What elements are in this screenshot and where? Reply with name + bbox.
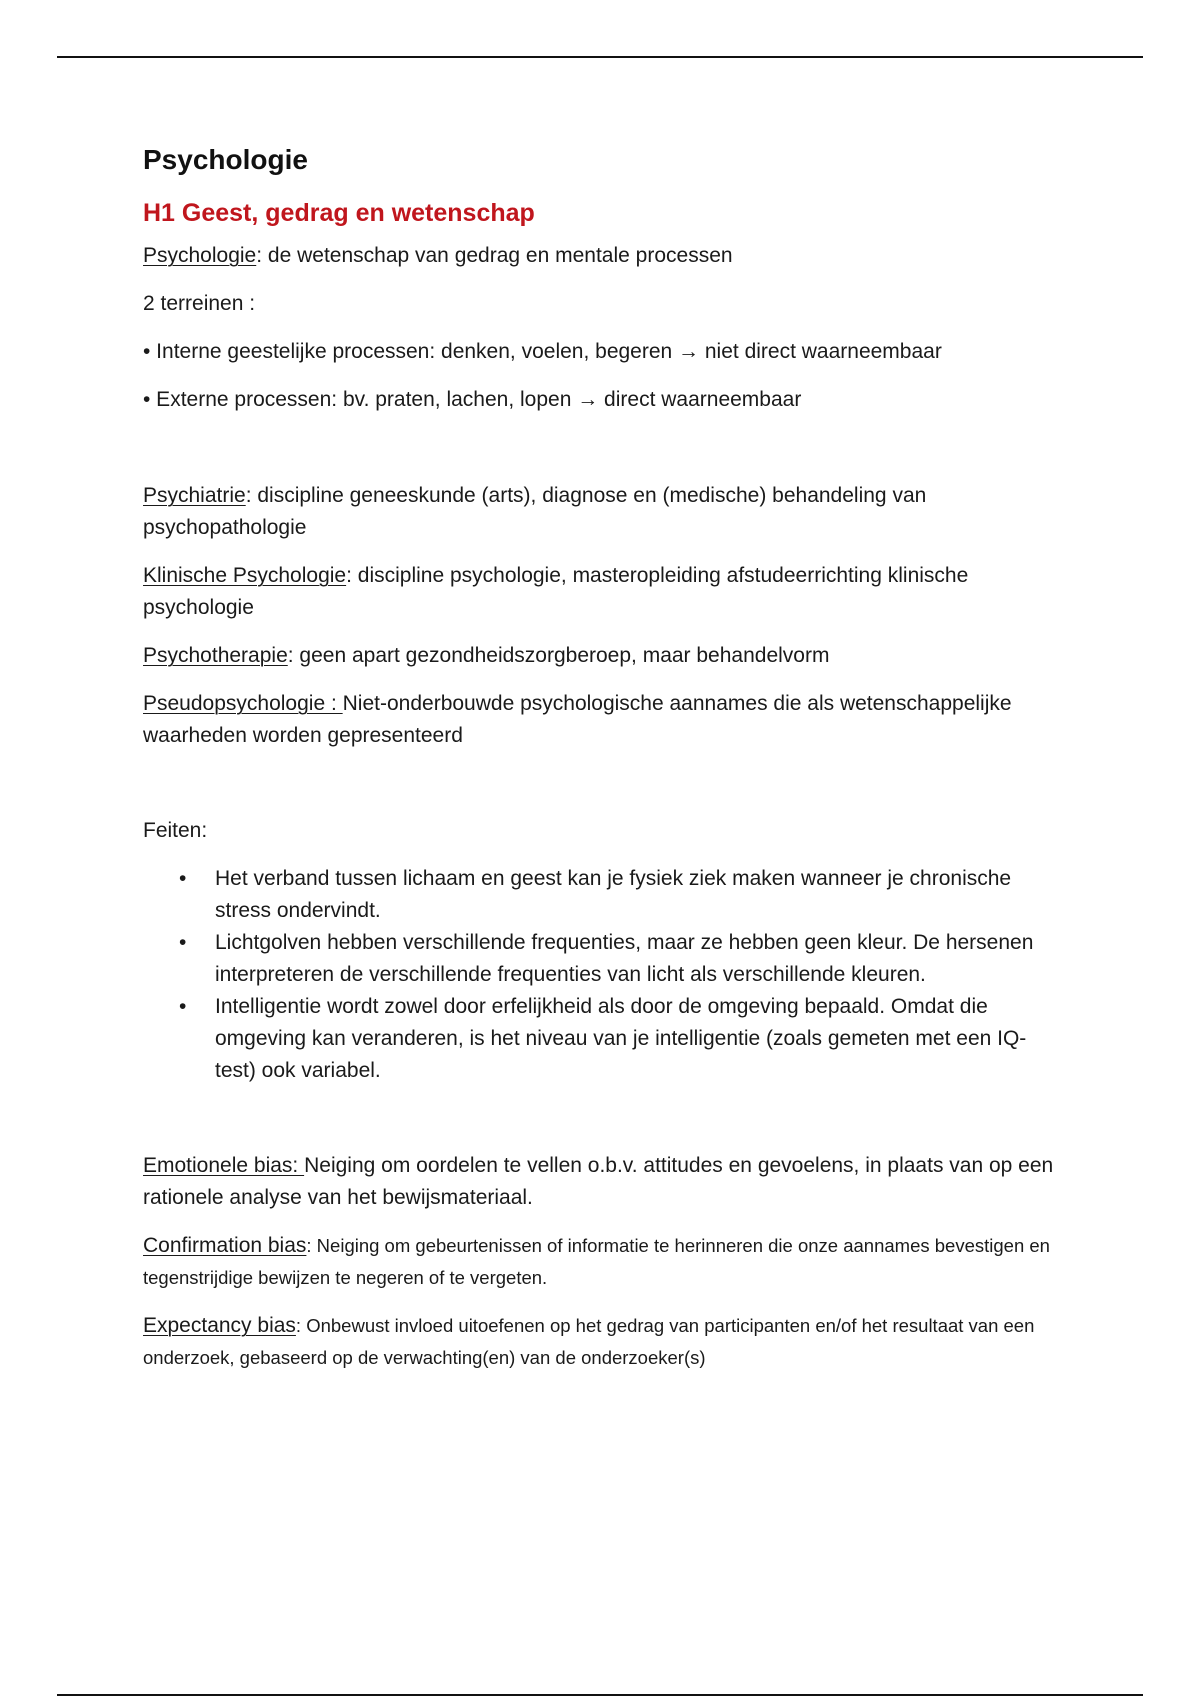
list-item — [143, 863, 1058, 927]
list-item — [143, 927, 1058, 991]
definition-klinische-psychologie — [143, 560, 1058, 624]
definition-text: : discipline geneeskunde (arts), diagnose en (medische) behandeling van psychopathologie — [143, 484, 927, 539]
definition-text: : geen apart gezondheidszorgberoep, maar behandelvorm — [287, 644, 830, 667]
bias-term: Emotionele bias: — [143, 1154, 305, 1177]
header-rule — [57, 56, 1143, 58]
bullet-icon: • — [179, 867, 187, 890]
bias-emotionele — [143, 1150, 1058, 1214]
definition-term: Psychiatrie — [143, 484, 246, 507]
bias-text: Neiging om oordelen te vellen o.b.v. attitudes en gevoelens, in plaats van op een rationele analyse van het bewijsmateriaal. — [143, 1154, 1054, 1209]
definition-text: : de wetenschap van gedrag en mentale processen — [256, 244, 733, 267]
document-title: Psychologie — [143, 144, 308, 175]
terreinen-heading: 2 terreinen : — [143, 292, 256, 315]
definition-term: Psychotherapie — [143, 644, 288, 667]
bullet-icon: • — [179, 931, 187, 954]
bias-term: Confirmation bias — [143, 1234, 307, 1257]
terrein-item: • Externe processen: bv. praten, lachen, lopen → direct waarneembaar — [143, 388, 802, 411]
fact-text: Intelligentie wordt zowel door erfelijkheid als door de omgeving bepaald. Omdat die omgeving kan veranderen, is het niveau van je intelligentie (zoals gemeten met een IQ-test) ook variabel. — [215, 995, 1027, 1082]
bias-expectancy — [143, 1310, 1058, 1374]
definition-term: Pseudopsychologie : — [143, 692, 343, 715]
definition-term: Psychologie — [143, 244, 257, 267]
bias-text: : Neiging om gebeurtenissen of informatie te herinneren die onze aannames bevestigen en tegenstrijdige bewijzen te negeren of te vergeten. — [143, 1235, 1050, 1288]
definition-term: Klinische Psychologie — [143, 564, 347, 587]
chapter-heading: H1 Geest, gedrag en wetenschap — [143, 199, 535, 227]
bias-confirmation — [143, 1230, 1058, 1294]
list-item — [143, 991, 1058, 1087]
footer-rule — [57, 1694, 1143, 1696]
feiten-heading: Feiten: — [143, 819, 208, 842]
bias-term: Expectancy bias — [143, 1314, 296, 1337]
document-page — [143, 140, 1058, 1374]
definition-psychiatrie — [143, 480, 1058, 544]
definition-pseudopsychologie — [143, 688, 1058, 752]
definition-psychotherapie — [143, 640, 1058, 672]
fact-text: Lichtgolven hebben verschillende frequenties, maar ze hebben geen kleur. De hersenen interpreteren de verschillende frequenties van licht als verschillende kleuren. — [215, 931, 1034, 986]
feiten-list — [143, 863, 1058, 1087]
fact-text: Het verband tussen lichaam en geest kan je fysiek ziek maken wanneer je chronische stress ondervindt. — [215, 867, 1012, 922]
definition-psychologie — [143, 240, 1058, 272]
bullet-icon: • — [179, 995, 187, 1018]
definition-text: Niet-onderbouwde psychologische aannames die als wetenschappelijke waarheden worden gepresenteerd — [143, 692, 1012, 747]
terrein-item: • Interne geestelijke processen: denken, voelen, begeren → niet direct waarneembaar — [143, 340, 942, 363]
definition-text: : discipline psychologie, masteropleiding afstudeerrichting klinische psychologie — [143, 564, 969, 619]
bias-text: : Onbewust invloed uitoefenen op het gedrag van participanten en/of het resultaat van een onderzoek, gebaseerd op de verwachting(en) van de onderzoeker(s) — [143, 1315, 1035, 1368]
